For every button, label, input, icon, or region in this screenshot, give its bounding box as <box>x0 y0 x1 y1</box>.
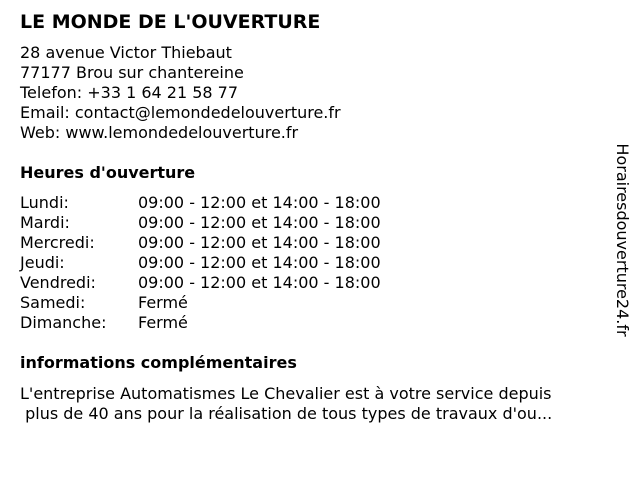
web-line: Web: www.lemondedelouverture.fr <box>20 123 299 142</box>
hours-row-tuesday <box>20 213 381 233</box>
day-label: Dimanche: <box>20 313 107 332</box>
day-hours: Fermé <box>138 293 188 312</box>
hours-row-wednesday <box>20 233 381 253</box>
site-watermark: Horairesdouverture24.fr <box>613 143 632 337</box>
phone-line: Telefon: +33 1 64 21 58 77 <box>20 83 239 102</box>
day-label: Mercredi: <box>20 233 95 252</box>
day-label: Vendredi: <box>20 273 96 292</box>
day-label: Jeudi: <box>20 253 65 272</box>
day-hours: 09:00 - 12:00 et 14:00 - 18:00 <box>138 233 381 252</box>
hours-row-thursday <box>20 253 381 273</box>
day-label: Mardi: <box>20 213 70 232</box>
hours-heading: Heures d'ouverture <box>20 163 196 182</box>
day-hours: 09:00 - 12:00 et 14:00 - 18:00 <box>138 253 381 272</box>
hours-row-saturday <box>20 293 381 313</box>
hours-row-sunday <box>20 313 381 333</box>
day-hours: 09:00 - 12:00 et 14:00 - 18:00 <box>138 193 381 212</box>
day-label: Lundi: <box>20 193 69 212</box>
day-label: Samedi: <box>20 293 86 312</box>
info-heading: informations complémentaires <box>20 353 297 372</box>
hours-row-friday <box>20 273 381 293</box>
info-line-1: L'entreprise Automatismes Le Chevalier est à votre service depuis <box>20 384 552 403</box>
address-street: 28 avenue Victor Thiebaut <box>20 43 232 62</box>
email-line: Email: contact@lemondedelouverture.fr <box>20 103 341 122</box>
company-name: LE MONDE DE L'OUVERTURE <box>20 11 321 33</box>
day-hours: 09:00 - 12:00 et 14:00 - 18:00 <box>138 273 381 292</box>
info-line-2: plus de 40 ans pour la réalisation de tous types de travaux d'ou... <box>20 404 553 423</box>
hours-row-monday <box>20 193 381 213</box>
address-city: 77177 Brou sur chantereine <box>20 63 244 82</box>
day-hours: Fermé <box>138 313 188 332</box>
hours-table <box>20 193 381 333</box>
day-hours: 09:00 - 12:00 et 14:00 - 18:00 <box>138 213 381 232</box>
info-description <box>20 384 552 424</box>
contact-block <box>20 43 341 143</box>
